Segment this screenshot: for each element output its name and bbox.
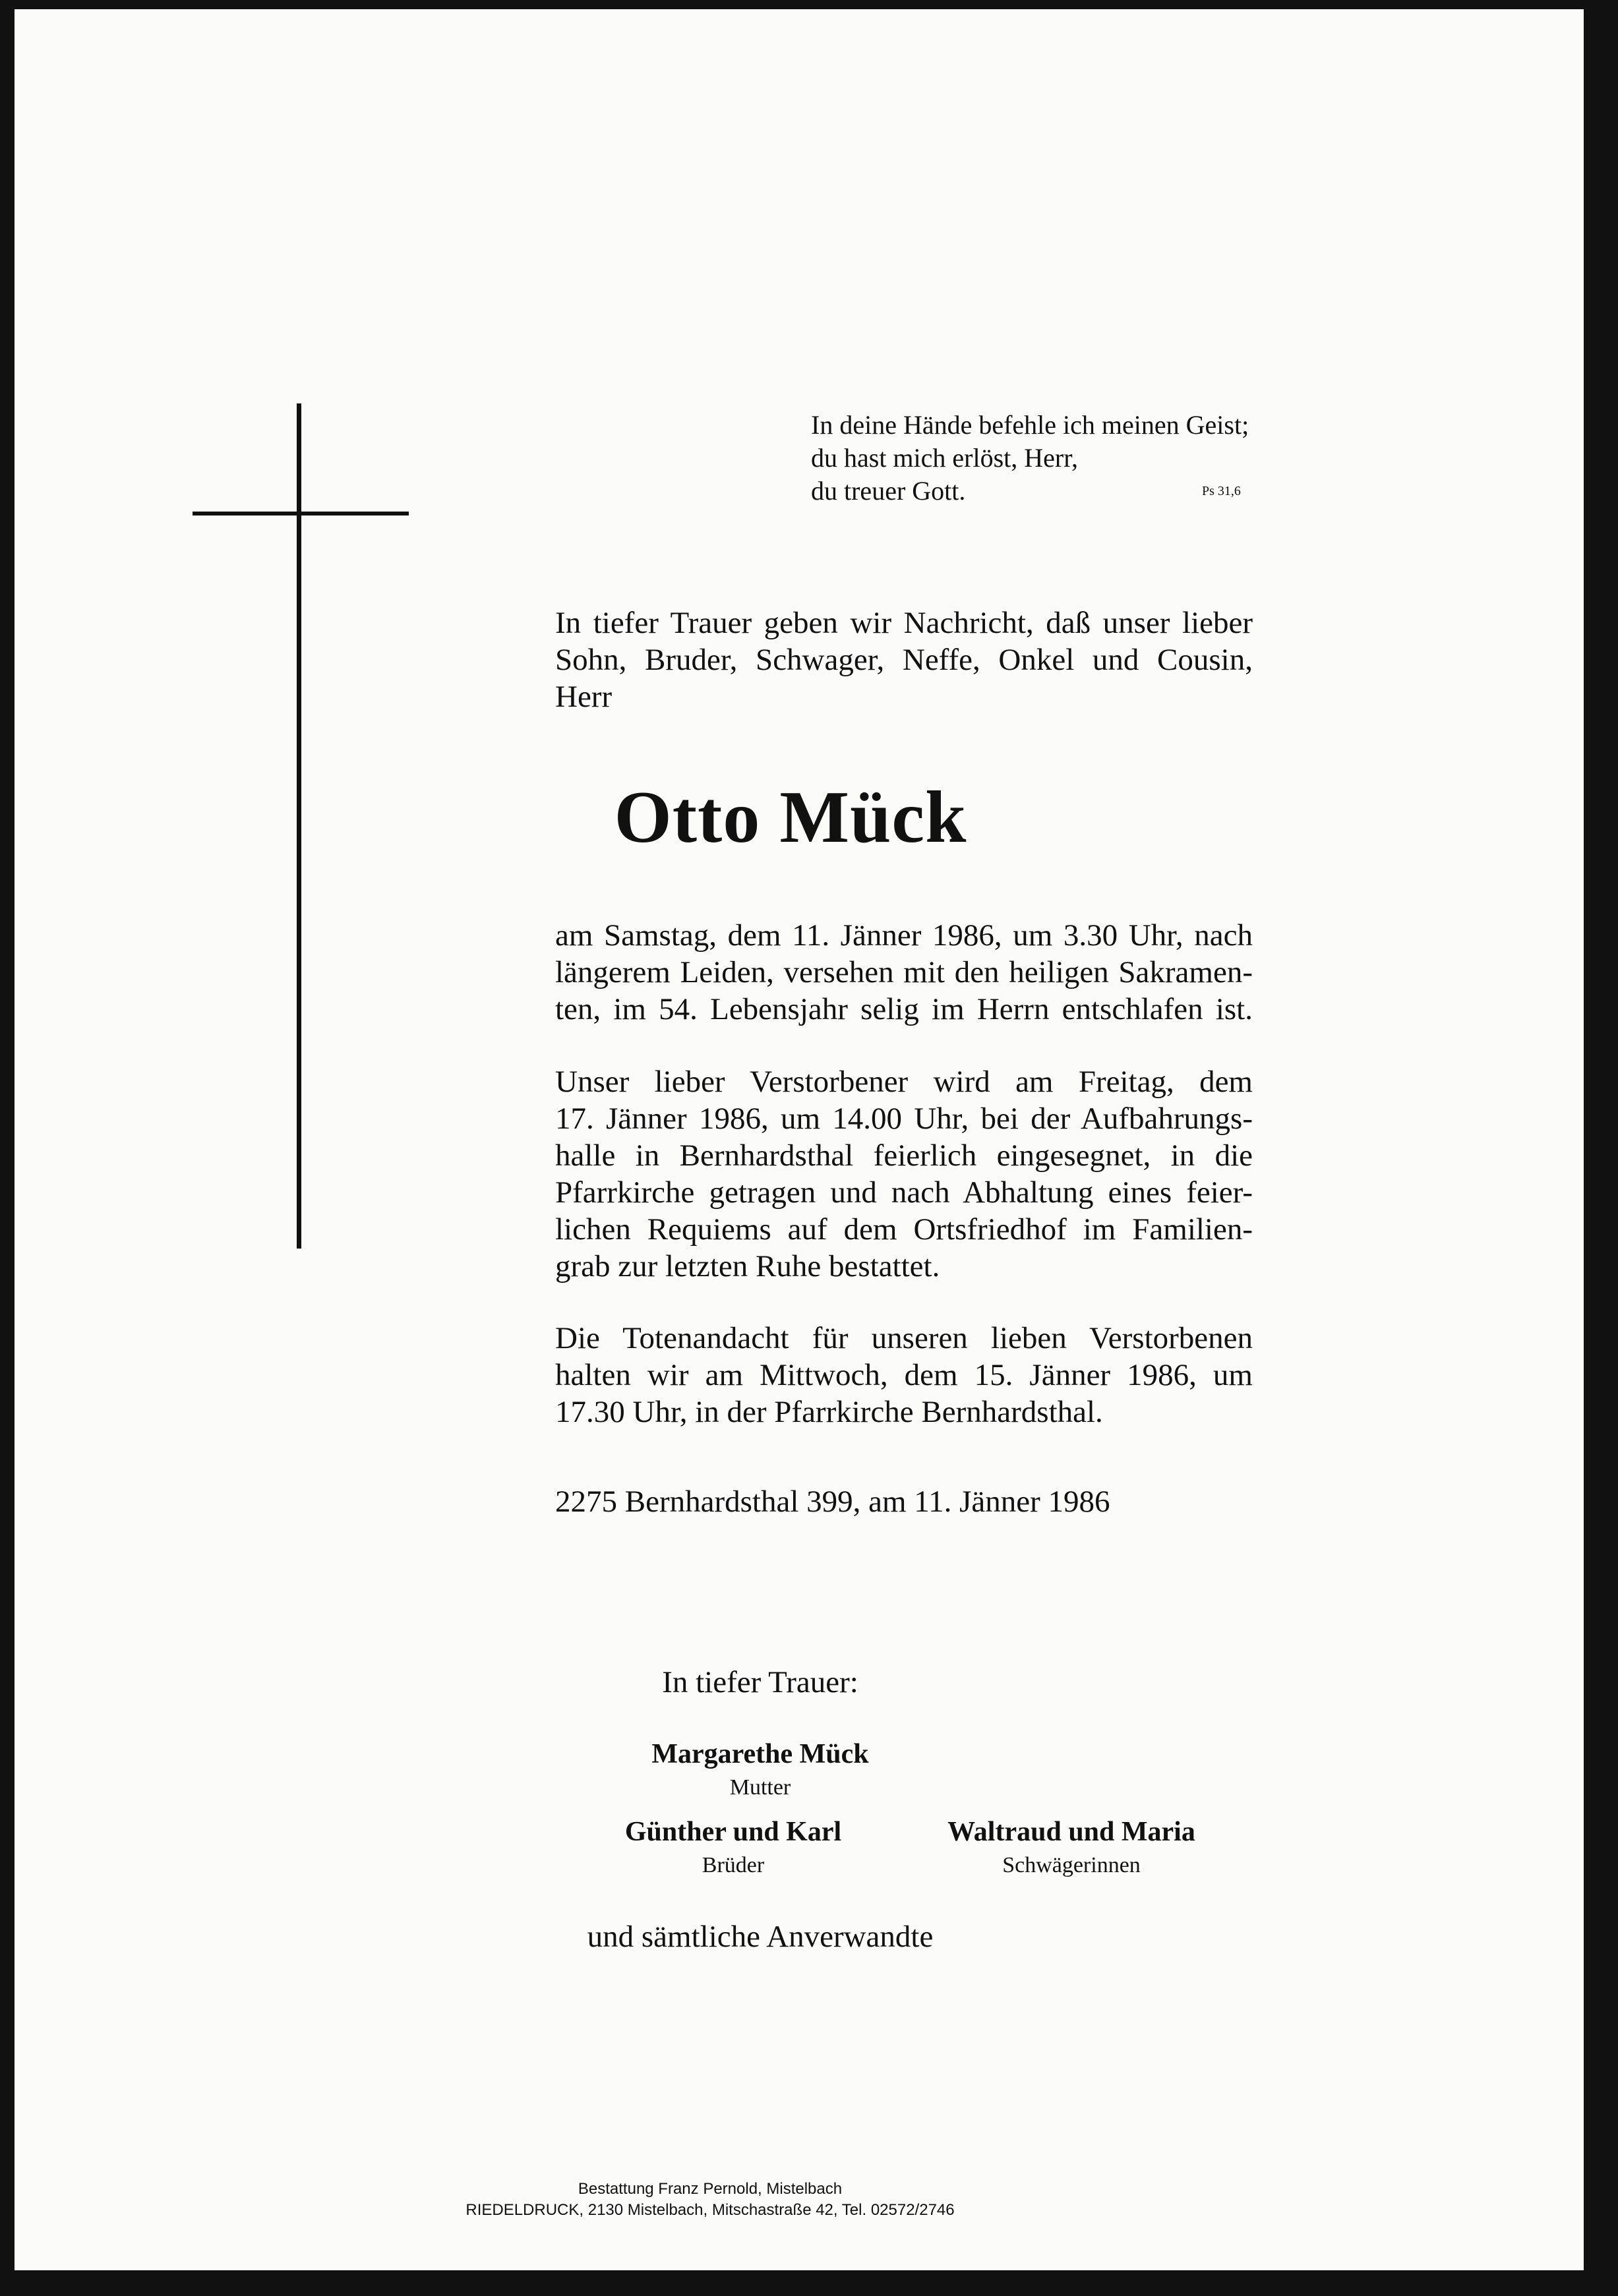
brothers-relation: Brüder — [702, 1853, 765, 1877]
funeral-home-credit: Bestattung Franz Pernold, Mistelbach — [578, 2180, 843, 2198]
place-date: 2275 Bernhardsthal 399, am 11. Jänner 1986 — [555, 1485, 1110, 1519]
deceased-name: Otto Mück — [614, 777, 967, 858]
sisters-in-law-name: Waltraud und Maria — [947, 1817, 1195, 1847]
vigil-line: Die Totenandacht für unseren lieben Verstorbenen — [555, 1321, 1253, 1355]
bible-reference: Ps 31,6 — [1202, 484, 1241, 498]
bible-verse — [811, 409, 1249, 508]
funeral-line: Pfarrkirche getragen und nach Abhaltung eines feier- — [555, 1175, 1253, 1210]
vigil-line: 17.30 Uhr, in der Pfarrkirche Bernhardsthal. — [555, 1395, 1103, 1429]
death-notice-line: längerem Leiden, versehen mit den heiligen Sakramen- — [555, 955, 1253, 989]
bible-verse-line: du treuer Gott. — [811, 476, 966, 506]
bible-verse-line: In deine Hände befehle ich meinen Geist; — [811, 410, 1249, 440]
funeral-line: 17. Jänner 1986, um 14.00 Uhr, bei der Aufbahrungs- — [555, 1102, 1253, 1136]
funeral-line: lichen Requiems auf dem Ortsfriedhof im Familien- — [555, 1212, 1253, 1247]
relatives-closing: und sämtliche Anverwandte — [587, 1920, 934, 1954]
funeral-line: grab zur letzten Ruhe bestattet. — [555, 1249, 940, 1283]
death-notice-line: am Samstag, dem 11. Jänner 1986, um 3.30 Uhr, nach — [555, 918, 1253, 953]
cross-icon-crossbar — [193, 512, 409, 515]
vigil-line: halten wir am Mittwoch, dem 15. Jänner 1986, um — [555, 1358, 1253, 1392]
printer-credit: RIEDELDRUCK, 2130 Mistelbach, Mitschastraße 42, Tel. 02572/2746 — [465, 2201, 955, 2219]
vigil-paragraph — [555, 1320, 1253, 1430]
mother-relation: Mutter — [729, 1775, 791, 1800]
brothers-name: Günther und Karl — [624, 1817, 842, 1847]
death-notice-line: ten, im 54. Lebensjahr selig im Herrn entschlafen ist. — [555, 992, 1253, 1026]
intro-line: Herr — [555, 680, 613, 714]
funeral-line: halle in Bernhardsthal feierlich eingesegnet, in die — [555, 1138, 1253, 1173]
funeral-line: Unser lieber Verstorbener wird am Freitag, dem — [555, 1065, 1253, 1099]
sisters-in-law-relation: Schwägerinnen — [1002, 1853, 1141, 1877]
intro-line: Sohn, Bruder, Schwager, Neffe, Onkel und Cousin, — [555, 643, 1253, 677]
mother-name: Margarethe Mück — [651, 1739, 869, 1769]
mourners-heading: In tiefer Trauer: — [662, 1665, 858, 1699]
death-notice-paragraph — [555, 917, 1253, 1028]
intro-paragraph — [555, 604, 1253, 715]
bible-verse-line: du hast mich erlöst, Herr, — [811, 443, 1078, 473]
intro-line: In tiefer Trauer geben wir Nachricht, daß unser lieber — [555, 606, 1253, 640]
funeral-paragraph — [555, 1063, 1253, 1285]
